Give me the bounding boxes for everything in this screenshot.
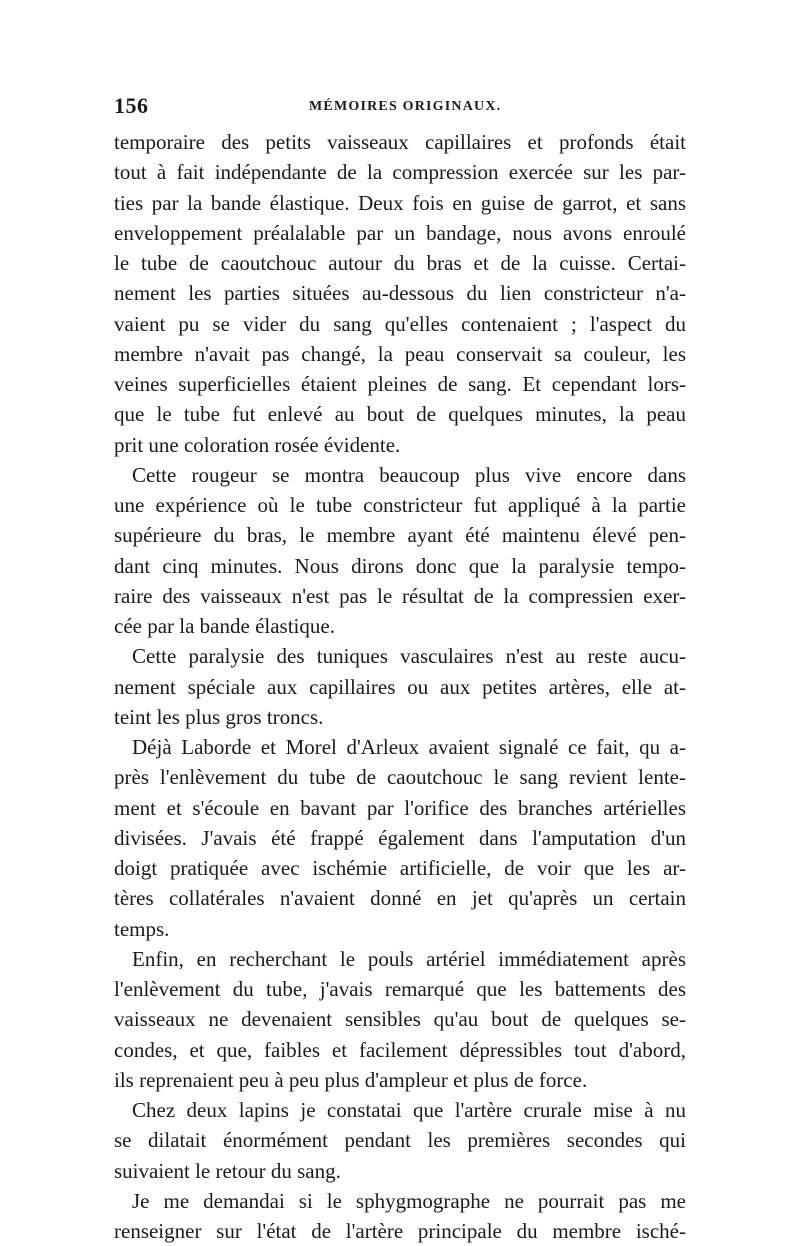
- text-line: enveloppement préalalable par un bandage, nous avons enroulé: [114, 220, 686, 245]
- text-line: ils reprenaient peu à peu plus d'ampleur et plus de force.: [114, 1067, 588, 1092]
- text-line: temps.: [114, 916, 170, 941]
- text-line: Chez deux lapins je constatai que l'artère crurale mise à nu: [132, 1098, 686, 1122]
- text-line: près l'enlèvement du tube de caoutchouc le sang revient lente-: [114, 765, 686, 790]
- running-head: MÉMOIRES ORIGINAUX.: [309, 99, 502, 114]
- text-line: teint les plus gros troncs.: [114, 704, 324, 729]
- text-line: veines superficielles étaient pleines de sang. Et cependant lors-: [114, 372, 686, 396]
- text-line: vaient pu se vider du sang qu'elles contenaient ; l'aspect du: [114, 311, 686, 336]
- text-line: l'enlèvement du tube, j'avais remarqué que les battements des: [114, 977, 686, 1001]
- text-line: condes, et que, faibles et facilement dépressibles tout d'abord,: [114, 1037, 686, 1062]
- body-text: [114, 127, 686, 1246]
- text-line: doigt pratiquée avec ischémie artificielle, de voir que les ar-: [114, 856, 686, 880]
- text-line: ties par la bande élastique. Deux fois en guise de garrot, et sans: [114, 190, 686, 215]
- text-line: ment et s'écoule en bavant par l'orifice des branches artérielles: [114, 795, 686, 820]
- text-line: temporaire des petits vaisseaux capillaires et profonds était: [114, 130, 686, 154]
- text-line: Déjà Laborde et Morel d'Arleux avaient signalé ce fait, qu a-: [132, 735, 686, 759]
- text-line: renseigner sur l'état de l'artère principale du membre isché-: [114, 1219, 686, 1243]
- page-number: 156: [114, 93, 149, 118]
- text-line: tères collatérales n'avaient donné en jet qu'après un certain: [114, 886, 686, 911]
- text-line: vaisseaux ne devenaient sensibles qu'au bout de quelques se-: [114, 1007, 686, 1032]
- page-header: [114, 93, 686, 123]
- text-line: raire des vaisseaux n'est pas le résultat de la compressien exer-: [114, 583, 686, 608]
- text-line: Cette rougeur se montra beaucoup plus vive encore dans: [132, 462, 686, 487]
- text-line: tout à fait indépendante de la compression exercée sur les par-: [114, 160, 686, 185]
- text-line: dant cinq minutes. Nous dirons donc que la paralysie tempo-: [114, 553, 686, 578]
- text-line: le tube de caoutchouc autour du bras et de la cuisse. Certai-: [114, 251, 686, 275]
- text-line: suivaient le retour du sang.: [114, 1158, 341, 1183]
- text-line: membre n'avait pas changé, la peau conservait sa couleur, les: [114, 341, 686, 366]
- text-line: nement spéciale aux capillaires ou aux petites artères, elle at-: [114, 674, 686, 699]
- text-line: nement les parties situées au-dessous du lien constricteur n'a-: [114, 281, 686, 306]
- text-line: Enfin, en recherchant le pouls artériel immédiatement après: [132, 946, 686, 971]
- text-line: que le tube fut enlevé au bout de quelques minutes, la peau: [114, 402, 686, 427]
- text-line: une expérience où le tube constricteur fut appliqué à la partie: [114, 493, 686, 517]
- text-line: prit une coloration rosée évidente.: [114, 432, 401, 457]
- text-line: divisées. J'avais été frappé également dans l'amputation d'un: [114, 825, 686, 850]
- text-line: se dilatait énormément pendant les premières secondes qui: [114, 1128, 686, 1153]
- text-line: supérieure du bras, le membre ayant été maintenu élevé pen-: [114, 523, 686, 548]
- text-line: cée par la bande élastique.: [114, 614, 335, 638]
- text-line: Je me demandai si le sphygmographe ne pourrait pas me: [132, 1188, 686, 1213]
- text-line: Cette paralysie des tuniques vasculaires n'est au reste aucu-: [132, 644, 686, 669]
